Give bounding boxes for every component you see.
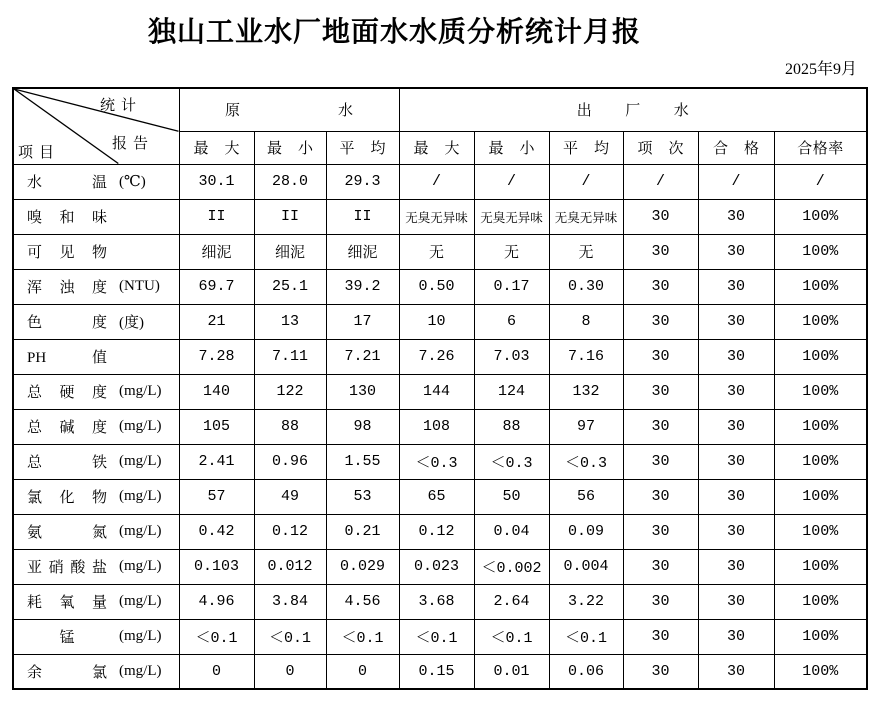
value-cell: II (326, 199, 399, 234)
parameter-cell (13, 619, 179, 654)
value-cell: 无 (399, 234, 474, 269)
parameter-name: 锰 (59, 630, 75, 646)
value-cell: 无 (474, 234, 549, 269)
parameter-name: 总硬度 (27, 385, 107, 401)
parameter-cell (13, 269, 179, 304)
water-quality-report-table (12, 87, 868, 690)
column-header: 平均 (326, 131, 399, 164)
parameter-cell (13, 199, 179, 234)
table-row (13, 409, 867, 444)
value-cell: 30 (698, 479, 774, 514)
value-cell: 0 (254, 654, 326, 689)
value-cell: 30 (623, 374, 698, 409)
parameter-name: 总碱度 (27, 420, 107, 436)
table-row (13, 304, 867, 339)
column-header: 最小 (254, 131, 326, 164)
value-cell: 0.029 (326, 549, 399, 584)
parameter-cell (13, 234, 179, 269)
parameter-unit: (mg/L) (119, 523, 162, 539)
value-cell: 100% (774, 234, 867, 269)
table-row (13, 164, 867, 199)
value-cell: ＜0.3 (474, 444, 549, 479)
value-cell: ＜0.3 (399, 444, 474, 479)
corner-label-report: 报告 (112, 136, 155, 152)
value-cell: 0.023 (399, 549, 474, 584)
value-cell: / (774, 164, 867, 199)
value-cell: 21 (179, 304, 254, 339)
value-cell: 57 (179, 479, 254, 514)
value-cell: 100% (774, 444, 867, 479)
column-header: 最大 (179, 131, 254, 164)
page-title: 独山工业水厂地面水水质分析统计月报 (148, 17, 642, 48)
value-cell: / (474, 164, 549, 199)
header-group-row (13, 88, 867, 131)
value-cell: 0.42 (179, 514, 254, 549)
value-cell: ＜0.1 (399, 619, 474, 654)
value-cell: 100% (774, 584, 867, 619)
value-cell: 7.28 (179, 339, 254, 374)
column-header: 最大 (399, 131, 474, 164)
value-cell: 30 (623, 619, 698, 654)
parameter-cell (13, 164, 179, 199)
value-cell: 10 (399, 304, 474, 339)
value-cell: 30 (698, 654, 774, 689)
value-cell: 100% (774, 549, 867, 584)
parameter-name: 总铁 (27, 455, 107, 471)
parameter-unit: (mg/L) (119, 383, 162, 399)
value-cell: 65 (399, 479, 474, 514)
parameter-unit: (℃) (119, 174, 146, 190)
value-cell: 2.64 (474, 584, 549, 619)
value-cell: 30 (623, 269, 698, 304)
value-cell: 30 (698, 339, 774, 374)
value-cell: 30 (698, 549, 774, 584)
value-cell: ＜0.1 (474, 619, 549, 654)
value-cell: 7.11 (254, 339, 326, 374)
value-cell: 30 (623, 479, 698, 514)
parameter-cell (13, 304, 179, 339)
value-cell: 0.012 (254, 549, 326, 584)
value-cell: 6 (474, 304, 549, 339)
parameter-name: 色度 (27, 315, 107, 331)
value-cell: 0.96 (254, 444, 326, 479)
value-cell: 88 (474, 409, 549, 444)
value-cell: 30 (623, 339, 698, 374)
column-header: 合格率 (774, 131, 867, 164)
parameter-name: 氨氮 (27, 525, 107, 541)
value-cell: 0.17 (474, 269, 549, 304)
parameter-cell (13, 339, 179, 374)
value-cell: 124 (474, 374, 549, 409)
table-row (13, 374, 867, 409)
parameter-unit: (mg/L) (119, 662, 162, 679)
value-cell: / (549, 164, 623, 199)
value-cell: 69.7 (179, 269, 254, 304)
column-header: 最小 (474, 131, 549, 164)
value-cell: 30 (623, 654, 698, 689)
parameter-unit: (mg/L) (119, 593, 162, 609)
value-cell: 30 (623, 514, 698, 549)
value-cell: 130 (326, 374, 399, 409)
value-cell: 100% (774, 514, 867, 549)
parameter-name: 嗅和味 (27, 210, 107, 226)
value-cell: 无臭无异味 (399, 199, 474, 234)
table-row (13, 269, 867, 304)
value-cell: 28.0 (254, 164, 326, 199)
column-header: 平均 (549, 131, 623, 164)
value-cell: 144 (399, 374, 474, 409)
value-cell: 0.04 (474, 514, 549, 549)
value-cell: ＜0.1 (179, 619, 254, 654)
value-cell: 30 (623, 409, 698, 444)
value-cell: 0 (326, 654, 399, 689)
value-cell: 30 (698, 619, 774, 654)
value-cell: 无 (549, 234, 623, 269)
parameter-unit: (mg/L) (119, 488, 162, 504)
value-cell: 4.56 (326, 584, 399, 619)
parameter-unit: (NTU) (119, 278, 160, 294)
parameter-unit: (mg/L) (119, 418, 162, 434)
corner-label-item: 项目 (18, 145, 61, 161)
parameter-cell (13, 409, 179, 444)
parameter-cell (13, 549, 179, 584)
table-row (13, 479, 867, 514)
value-cell: / (623, 164, 698, 199)
value-cell: II (179, 199, 254, 234)
table-row (13, 619, 867, 654)
value-cell: 4.96 (179, 584, 254, 619)
parameter-unit: (mg/L) (119, 628, 162, 644)
value-cell: 100% (774, 479, 867, 514)
value-cell: 30 (623, 444, 698, 479)
parameter-name: 亚硝酸盐 (27, 560, 107, 576)
value-cell: 98 (326, 409, 399, 444)
value-cell: 0.21 (326, 514, 399, 549)
value-cell: 30 (698, 514, 774, 549)
value-cell: 30 (698, 584, 774, 619)
parameter-name: 浑浊度 (27, 280, 107, 296)
value-cell: 30 (623, 584, 698, 619)
value-cell: 108 (399, 409, 474, 444)
parameter-unit: (mg/L) (119, 453, 162, 469)
value-cell: 0.004 (549, 549, 623, 584)
value-cell: 100% (774, 619, 867, 654)
value-cell: 17 (326, 304, 399, 339)
value-cell: 细泥 (254, 234, 326, 269)
parameter-cell (13, 654, 179, 689)
value-cell: II (254, 199, 326, 234)
value-cell: 0.01 (474, 654, 549, 689)
value-cell: 30 (698, 269, 774, 304)
table-row (13, 234, 867, 269)
table-row (13, 339, 867, 374)
value-cell: 细泥 (179, 234, 254, 269)
value-cell: ＜0.1 (549, 619, 623, 654)
value-cell: 0.12 (254, 514, 326, 549)
table-row (13, 549, 867, 584)
table-row (13, 584, 867, 619)
table-row (13, 514, 867, 549)
value-cell: 30 (698, 374, 774, 409)
column-header: 合格 (698, 131, 774, 164)
value-cell: 100% (774, 304, 867, 339)
value-cell: 0.30 (549, 269, 623, 304)
value-cell: 13 (254, 304, 326, 339)
value-cell: 7.03 (474, 339, 549, 374)
value-cell: 0.06 (549, 654, 623, 689)
value-cell: 53 (326, 479, 399, 514)
corner-header-cell (13, 88, 179, 164)
value-cell: 30 (698, 304, 774, 339)
value-cell: 3.68 (399, 584, 474, 619)
value-cell: 100% (774, 339, 867, 374)
report-table-body (13, 164, 867, 689)
value-cell: 30 (698, 409, 774, 444)
value-cell: 0.09 (549, 514, 623, 549)
value-cell: / (399, 164, 474, 199)
value-cell: 88 (254, 409, 326, 444)
value-cell: 7.21 (326, 339, 399, 374)
value-cell: 30 (623, 234, 698, 269)
value-cell: 50 (474, 479, 549, 514)
parameter-name: 水温 (27, 175, 107, 191)
value-cell: 140 (179, 374, 254, 409)
value-cell: 3.84 (254, 584, 326, 619)
value-cell: 56 (549, 479, 623, 514)
value-cell: 100% (774, 374, 867, 409)
parameter-cell (13, 514, 179, 549)
parameter-name: 余氯 (27, 664, 107, 681)
group-header-raw-water: 原水 (179, 88, 399, 131)
value-cell: 29.3 (326, 164, 399, 199)
parameter-cell (13, 444, 179, 479)
parameter-unit: (mg/L) (119, 558, 162, 574)
value-cell: 122 (254, 374, 326, 409)
value-cell: 0.50 (399, 269, 474, 304)
value-cell: 无臭无异味 (474, 199, 549, 234)
parameter-cell (13, 479, 179, 514)
value-cell: 30 (698, 234, 774, 269)
value-cell: 30 (623, 549, 698, 584)
value-cell: 8 (549, 304, 623, 339)
value-cell: 25.1 (254, 269, 326, 304)
value-cell: 细泥 (326, 234, 399, 269)
parameter-name: 耗氧量 (27, 595, 107, 611)
value-cell: 3.22 (549, 584, 623, 619)
value-cell: 30 (623, 304, 698, 339)
value-cell: 30 (623, 199, 698, 234)
value-cell: ＜0.1 (254, 619, 326, 654)
value-cell: 100% (774, 199, 867, 234)
value-cell: 7.16 (549, 339, 623, 374)
value-cell: 0.12 (399, 514, 474, 549)
parameter-cell (13, 584, 179, 619)
group-header-finished-water: 出厂水 (399, 88, 867, 131)
value-cell: 30 (698, 444, 774, 479)
value-cell: 2.41 (179, 444, 254, 479)
value-cell: 39.2 (326, 269, 399, 304)
corner-label-statistic: 统计 (100, 98, 143, 114)
value-cell: 0.103 (179, 549, 254, 584)
table-row (13, 654, 867, 689)
value-cell: 49 (254, 479, 326, 514)
value-cell: 30 (698, 199, 774, 234)
table-row (13, 444, 867, 479)
value-cell: 无臭无异味 (549, 199, 623, 234)
value-cell: 0 (179, 654, 254, 689)
value-cell: 7.26 (399, 339, 474, 374)
report-date: 2025年9月 (784, 61, 857, 78)
value-cell: 1.55 (326, 444, 399, 479)
parameter-name: 氯化物 (27, 490, 107, 506)
value-cell: ＜0.1 (326, 619, 399, 654)
value-cell: 100% (774, 409, 867, 444)
value-cell: 30.1 (179, 164, 254, 199)
value-cell: 100% (774, 269, 867, 304)
parameter-unit: (度) (119, 315, 144, 331)
value-cell: ＜0.002 (474, 549, 549, 584)
value-cell: / (698, 164, 774, 199)
parameter-name: PH值 (27, 350, 107, 366)
value-cell: 100% (774, 654, 867, 689)
value-cell: ＜0.3 (549, 444, 623, 479)
column-header: 项次 (623, 131, 698, 164)
table-row (13, 199, 867, 234)
value-cell: 97 (549, 409, 623, 444)
value-cell: 132 (549, 374, 623, 409)
value-cell: 0.15 (399, 654, 474, 689)
parameter-name: 可见物 (27, 245, 107, 261)
value-cell: 105 (179, 409, 254, 444)
parameter-cell (13, 374, 179, 409)
